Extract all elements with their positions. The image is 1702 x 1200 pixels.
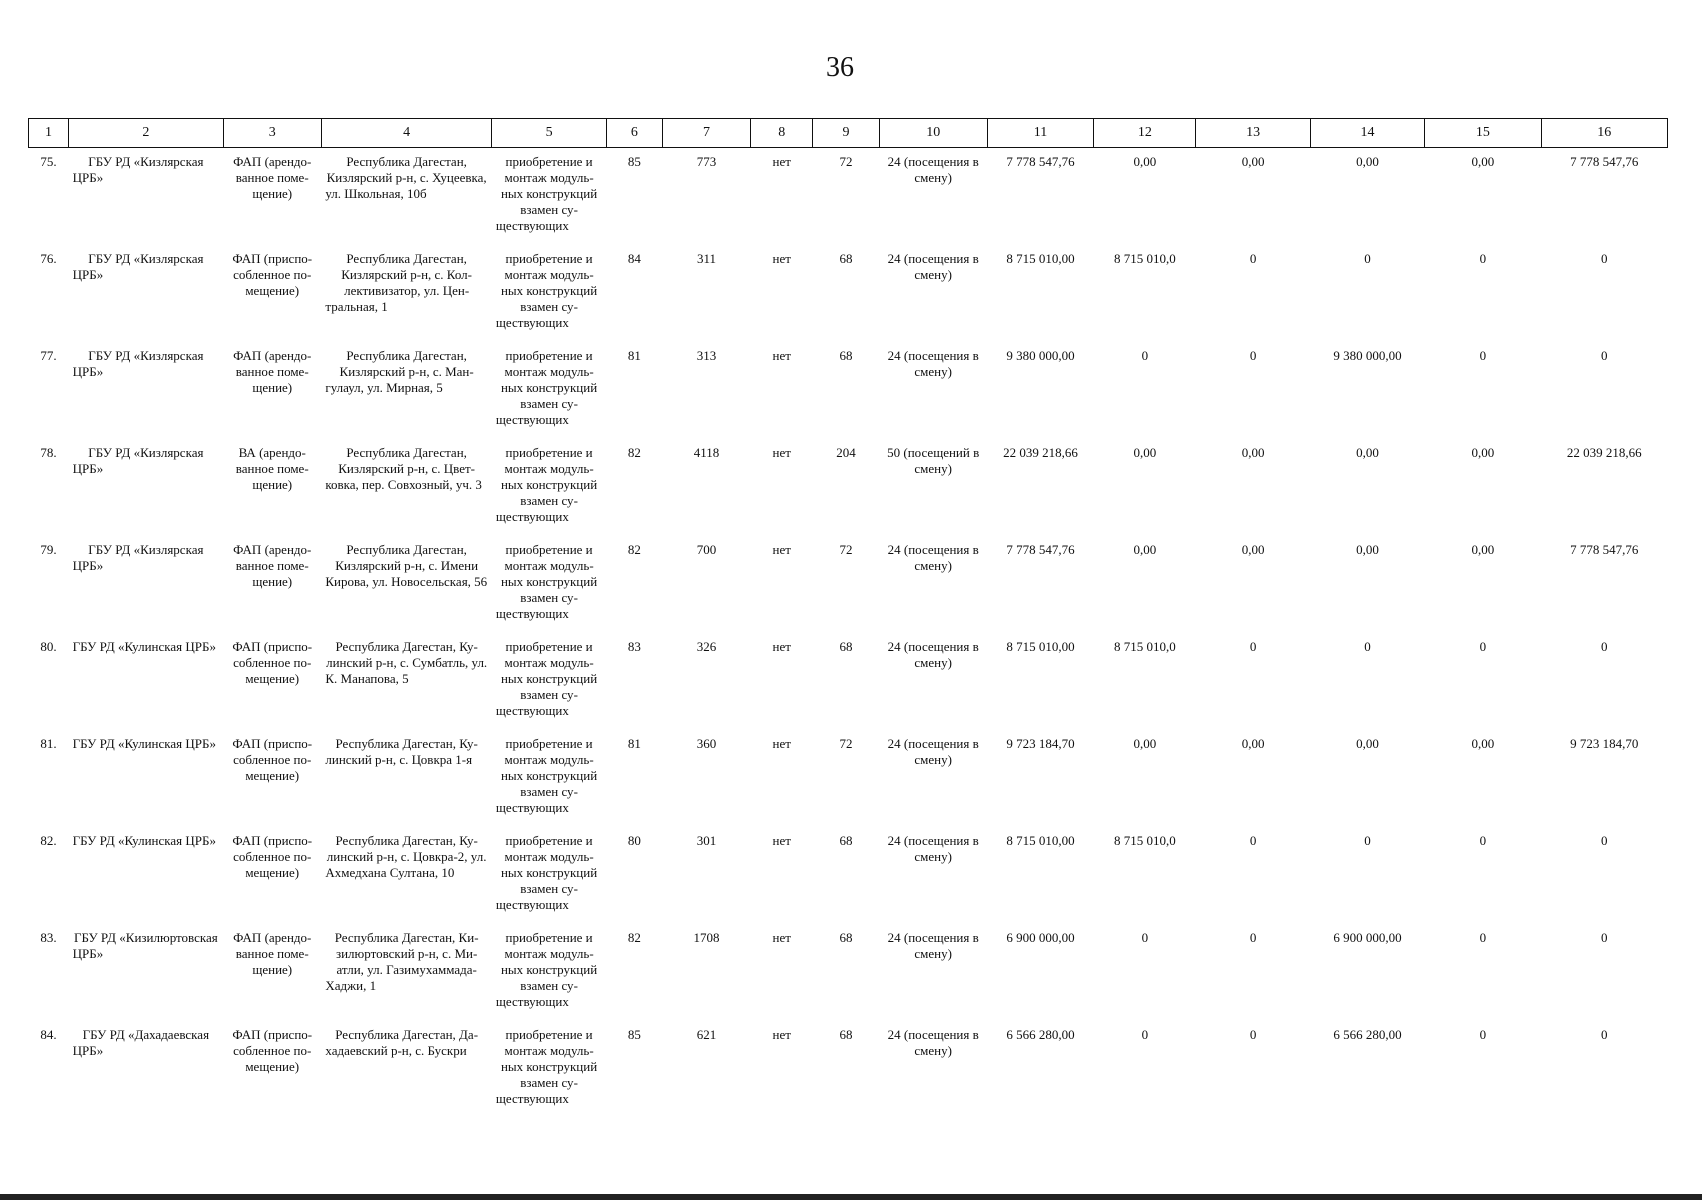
amount-14-cell: 0 bbox=[1364, 251, 1371, 266]
amount-15-cell: 0 bbox=[1479, 833, 1487, 848]
table-row bbox=[29, 342, 1668, 439]
table-row bbox=[29, 148, 1668, 246]
column-header: 8 bbox=[751, 119, 813, 148]
amount-13-cell: 0,00 bbox=[1241, 154, 1265, 169]
amount-14-cell: 0 bbox=[1364, 833, 1371, 848]
row-number-cell: 80. bbox=[40, 639, 57, 654]
amount-15-cell: 0 bbox=[1479, 1027, 1487, 1042]
amount-16-cell: 0 bbox=[1601, 251, 1608, 266]
column-number-row bbox=[29, 119, 1668, 148]
col-6-cell: 82 bbox=[627, 930, 641, 945]
table-row bbox=[29, 536, 1668, 633]
col-7-cell: 311 bbox=[697, 251, 717, 266]
address-cell: Республика Дагестан, Кизлярский р-н, с. Имени Кирова, ул. Новосельская, 56 bbox=[325, 542, 488, 589]
amount-13-cell: 0 bbox=[1249, 251, 1257, 266]
amount-12-cell: 8 715 010,0 bbox=[1113, 639, 1176, 654]
col-6-cell: 81 bbox=[627, 348, 641, 363]
col-7-cell: 4118 bbox=[693, 445, 720, 460]
facility-type-cell: ФАП (приспособленное помещение) bbox=[232, 251, 313, 298]
amount-15-cell: 0 bbox=[1479, 639, 1487, 654]
amount-14-cell: 0,00 bbox=[1356, 542, 1379, 557]
amount-14-cell: 6 566 280,00 bbox=[1333, 1027, 1402, 1042]
amount-14-cell: 6 900 000,00 bbox=[1333, 930, 1402, 945]
work-type-cell: приобретение и монтаж модульных конструкций взамен существующих bbox=[495, 542, 598, 621]
col-6-cell: 82 bbox=[627, 542, 641, 557]
facility-type-cell: ФАП (арендованное помещение) bbox=[233, 930, 312, 977]
amount-total-cell: 7 778 547,76 bbox=[1006, 154, 1075, 169]
capacity-cell: 24 (посещения в смену) bbox=[887, 348, 979, 379]
row-number-cell: 79. bbox=[40, 542, 57, 557]
col-7-cell: 1708 bbox=[693, 930, 720, 945]
amount-total-cell: 6 566 280,00 bbox=[1006, 1027, 1075, 1042]
table-row bbox=[29, 1021, 1668, 1118]
table-body bbox=[29, 148, 1668, 1119]
amount-16-cell: 0 bbox=[1601, 833, 1608, 848]
capacity-cell: 24 (посещения в смену) bbox=[887, 542, 979, 573]
organization-cell: ГБУ РД «Кизлярская ЦРБ» bbox=[72, 542, 204, 573]
table-row bbox=[29, 730, 1668, 827]
organization-cell: ГБУ РД «Кулинская ЦРБ» bbox=[72, 833, 216, 848]
capacity-cell: 24 (посещения в смену) bbox=[887, 930, 979, 961]
column-header: 7 bbox=[662, 119, 750, 148]
amount-total-cell: 7 778 547,76 bbox=[1006, 542, 1075, 557]
col-7-cell: 773 bbox=[696, 154, 717, 169]
facility-type-cell: ФАП (арендованное помещение) bbox=[233, 154, 312, 201]
amount-13-cell: 0 bbox=[1249, 833, 1257, 848]
col-9-cell: 72 bbox=[839, 736, 853, 751]
register-table bbox=[28, 118, 1668, 1118]
amount-13-cell: 0 bbox=[1249, 348, 1257, 363]
amount-15-cell: 0,00 bbox=[1471, 542, 1495, 557]
capacity-cell: 50 (посещений в смену) bbox=[887, 445, 980, 476]
column-header: 11 bbox=[987, 119, 1093, 148]
amount-15-cell: 0,00 bbox=[1471, 445, 1495, 460]
amount-13-cell: 0 bbox=[1249, 639, 1257, 654]
col-9-cell: 68 bbox=[839, 1027, 853, 1042]
col-6-cell: 81 bbox=[627, 736, 641, 751]
amount-total-cell: 8 715 010,00 bbox=[1006, 251, 1075, 266]
amount-14-cell: 0 bbox=[1364, 639, 1371, 654]
table-row bbox=[29, 827, 1668, 924]
work-type-cell: приобретение и монтаж модульных конструкций взамен существующих bbox=[495, 736, 598, 815]
amount-16-cell: 0 bbox=[1601, 639, 1608, 654]
column-header: 3 bbox=[223, 119, 321, 148]
column-header: 16 bbox=[1541, 119, 1668, 148]
work-type-cell: приобретение и монтаж модульных конструкций взамен существующих bbox=[495, 154, 598, 233]
work-type-cell: приобретение и монтаж модульных конструкций взамен существующих bbox=[495, 833, 598, 912]
facility-type-cell: ФАП (приспособленное помещение) bbox=[232, 736, 313, 783]
col-6-cell: 80 bbox=[627, 833, 641, 848]
address-cell: Республика Дагестан, Дахадаевский р-н, с. Бускри bbox=[325, 1027, 479, 1058]
organization-cell: ГБУ РД «Кизлярская ЦРБ» bbox=[72, 445, 204, 476]
col-8-cell: нет bbox=[772, 833, 791, 848]
amount-15-cell: 0,00 bbox=[1471, 154, 1495, 169]
amount-13-cell: 0,00 bbox=[1241, 736, 1265, 751]
column-header: 10 bbox=[879, 119, 987, 148]
column-header: 12 bbox=[1094, 119, 1196, 148]
amount-12-cell: 0 bbox=[1141, 348, 1149, 363]
capacity-cell: 24 (посещения в смену) bbox=[887, 154, 979, 185]
amount-12-cell: 0 bbox=[1141, 930, 1149, 945]
col-9-cell: 68 bbox=[839, 348, 853, 363]
col-8-cell: нет bbox=[772, 639, 791, 654]
amount-16-cell: 0 bbox=[1601, 1027, 1608, 1042]
amount-15-cell: 0 bbox=[1479, 251, 1487, 266]
row-number-cell: 75. bbox=[40, 154, 57, 169]
amount-12-cell: 8 715 010,0 bbox=[1113, 251, 1176, 266]
organization-cell: ГБУ РД «Кулинская ЦРБ» bbox=[72, 639, 216, 654]
facility-type-cell: ФАП (приспособленное помещение) bbox=[232, 1027, 313, 1074]
table-row bbox=[29, 924, 1668, 1021]
amount-16-cell: 7 778 547,76 bbox=[1570, 154, 1639, 169]
column-header: 5 bbox=[492, 119, 606, 148]
organization-cell: ГБУ РД «Кизлярская ЦРБ» bbox=[72, 348, 204, 379]
col-7-cell: 313 bbox=[696, 348, 717, 363]
facility-type-cell: ФАП (арендованное помещение) bbox=[233, 348, 312, 395]
address-cell: Республика Дагестан, Кулинский р-н, с. Цовкра-2, ул. Ахмедхана Султана, 10 bbox=[325, 833, 487, 880]
amount-12-cell: 0 bbox=[1141, 1027, 1149, 1042]
amount-13-cell: 0 bbox=[1249, 1027, 1257, 1042]
column-header: 13 bbox=[1196, 119, 1310, 148]
col-8-cell: нет bbox=[772, 1027, 791, 1042]
address-cell: Республика Дагестан, Кулинский р-н, с. Сумбатль, ул. К. Манапова, 5 bbox=[325, 639, 488, 686]
col-6-cell: 85 bbox=[627, 1027, 641, 1042]
address-cell: Республика Дагестан, Кизлярский р-н, с. Цветковка, пер. Совхозный, уч. 3 bbox=[325, 445, 482, 492]
address-cell: Республика Дагестан, Кизилюртовский р-н, с. Миатли, ул. Газимухаммада-Хаджи, 1 bbox=[325, 930, 479, 993]
column-header: 6 bbox=[606, 119, 662, 148]
amount-15-cell: 0,00 bbox=[1471, 736, 1495, 751]
column-header: 1 bbox=[29, 119, 69, 148]
work-type-cell: приобретение и монтаж модульных конструкций взамен существующих bbox=[495, 445, 598, 524]
organization-cell: ГБУ РД «Кизлярская ЦРБ» bbox=[72, 251, 204, 282]
col-8-cell: нет bbox=[772, 542, 791, 557]
col-8-cell: нет bbox=[772, 251, 791, 266]
amount-15-cell: 0 bbox=[1479, 930, 1487, 945]
address-cell: Республика Дагестан, Кизлярский р-н, с. Коллективизатор, ул. Центральная, 1 bbox=[325, 251, 472, 314]
amount-total-cell: 8 715 010,00 bbox=[1006, 833, 1075, 848]
column-header: 9 bbox=[813, 119, 879, 148]
capacity-cell: 24 (посещения в смену) bbox=[887, 251, 979, 282]
col-7-cell: 301 bbox=[696, 833, 717, 848]
col-8-cell: нет bbox=[772, 930, 791, 945]
amount-16-cell: 9 723 184,70 bbox=[1570, 736, 1639, 751]
row-number-cell: 76. bbox=[40, 251, 57, 266]
amount-12-cell: 0,00 bbox=[1133, 542, 1157, 557]
col-6-cell: 84 bbox=[627, 251, 641, 266]
amount-14-cell: 0,00 bbox=[1356, 736, 1379, 751]
col-7-cell: 326 bbox=[696, 639, 717, 654]
amount-14-cell: 9 380 000,00 bbox=[1333, 348, 1402, 363]
capacity-cell: 24 (посещения в смену) bbox=[887, 833, 979, 864]
capacity-cell: 24 (посещения в смену) bbox=[887, 639, 979, 670]
col-8-cell: нет bbox=[772, 154, 791, 169]
col-9-cell: 68 bbox=[839, 639, 853, 654]
table-row bbox=[29, 245, 1668, 342]
amount-14-cell: 0,00 bbox=[1356, 445, 1379, 460]
organization-cell: ГБУ РД «Дахадаевская ЦРБ» bbox=[72, 1027, 210, 1058]
amount-16-cell: 7 778 547,76 bbox=[1570, 542, 1639, 557]
address-cell: Республика Дагестан, Кизлярский р-н, с. Хуцеевка, ул. Школьная, 10б bbox=[325, 154, 487, 201]
work-type-cell: приобретение и монтаж модульных конструкций взамен существующих bbox=[495, 1027, 598, 1106]
amount-14-cell: 0,00 bbox=[1356, 154, 1379, 169]
col-7-cell: 360 bbox=[696, 736, 717, 751]
amount-16-cell: 0 bbox=[1601, 348, 1608, 363]
column-header: 14 bbox=[1310, 119, 1424, 148]
table-row bbox=[29, 633, 1668, 730]
capacity-cell: 24 (посещения в смену) bbox=[887, 736, 979, 767]
amount-15-cell: 0 bbox=[1479, 348, 1487, 363]
amount-total-cell: 6 900 000,00 bbox=[1006, 930, 1075, 945]
col-9-cell: 68 bbox=[839, 251, 853, 266]
page-number: 36 bbox=[826, 52, 854, 83]
column-header: 4 bbox=[321, 119, 492, 148]
column-header: 15 bbox=[1425, 119, 1541, 148]
facility-type-cell: ФАП (приспособленное помещение) bbox=[232, 833, 313, 880]
amount-13-cell: 0 bbox=[1249, 930, 1257, 945]
amount-total-cell: 22 039 218,66 bbox=[1003, 445, 1078, 460]
row-number-cell: 78. bbox=[40, 445, 57, 460]
amount-13-cell: 0,00 bbox=[1241, 445, 1265, 460]
col-6-cell: 85 bbox=[627, 154, 641, 169]
amount-total-cell: 9 723 184,70 bbox=[1006, 736, 1075, 751]
col-6-cell: 82 bbox=[627, 445, 641, 460]
address-cell: Республика Дагестан, Кулинский р-н, с. Цовкра 1-я bbox=[325, 736, 478, 767]
work-type-cell: приобретение и монтаж модульных конструкций взамен существующих bbox=[495, 930, 598, 1009]
work-type-cell: приобретение и монтаж модульных конструкций взамен существующих bbox=[495, 639, 598, 718]
row-number-cell: 84. bbox=[40, 1027, 57, 1042]
col-8-cell: нет bbox=[772, 348, 791, 363]
amount-12-cell: 0,00 bbox=[1133, 154, 1157, 169]
amount-13-cell: 0,00 bbox=[1241, 542, 1265, 557]
col-6-cell: 83 bbox=[627, 639, 641, 654]
row-number-cell: 83. bbox=[40, 930, 57, 945]
address-cell: Республика Дагестан, Кизлярский р-н, с. Мангулаул, ул. Мирная, 5 bbox=[325, 348, 474, 395]
col-9-cell: 204 bbox=[836, 445, 856, 460]
col-7-cell: 700 bbox=[696, 542, 717, 557]
amount-12-cell: 0,00 bbox=[1133, 736, 1157, 751]
col-7-cell: 621 bbox=[696, 1027, 717, 1042]
amount-12-cell: 8 715 010,0 bbox=[1113, 833, 1176, 848]
col-9-cell: 68 bbox=[839, 833, 853, 848]
work-type-cell: приобретение и монтаж модульных конструкций взамен существующих bbox=[495, 251, 598, 330]
amount-16-cell: 0 bbox=[1601, 930, 1608, 945]
table-row bbox=[29, 439, 1668, 536]
row-number-cell: 77. bbox=[40, 348, 57, 363]
facility-type-cell: ФАП (приспособленное помещение) bbox=[232, 639, 313, 686]
organization-cell: ГБУ РД «Кулинская ЦРБ» bbox=[72, 736, 216, 751]
col-9-cell: 72 bbox=[839, 154, 853, 169]
amount-12-cell: 0,00 bbox=[1133, 445, 1157, 460]
amount-total-cell: 8 715 010,00 bbox=[1006, 639, 1075, 654]
amount-total-cell: 9 380 000,00 bbox=[1006, 348, 1075, 363]
amount-16-cell: 22 039 218,66 bbox=[1566, 445, 1642, 460]
col-9-cell: 72 bbox=[839, 542, 853, 557]
row-number-cell: 81. bbox=[40, 736, 57, 751]
capacity-cell: 24 (посещения в смену) bbox=[887, 1027, 979, 1058]
row-number-cell: 82. bbox=[40, 833, 57, 848]
organization-cell: ГБУ РД «Кизлярская ЦРБ» bbox=[72, 154, 204, 185]
column-header: 2 bbox=[69, 119, 223, 148]
facility-type-cell: ФАП (арендованное помещение) bbox=[233, 542, 312, 589]
facility-type-cell: ВА (арендованное помещение) bbox=[235, 445, 309, 492]
scan-edge bbox=[0, 1194, 1702, 1200]
col-8-cell: нет bbox=[772, 736, 791, 751]
work-type-cell: приобретение и монтаж модульных конструкций взамен существующих bbox=[495, 348, 598, 427]
organization-cell: ГБУ РД «Кизилюртовская ЦРБ» bbox=[72, 930, 218, 961]
col-8-cell: нет bbox=[772, 445, 791, 460]
col-9-cell: 68 bbox=[839, 930, 853, 945]
